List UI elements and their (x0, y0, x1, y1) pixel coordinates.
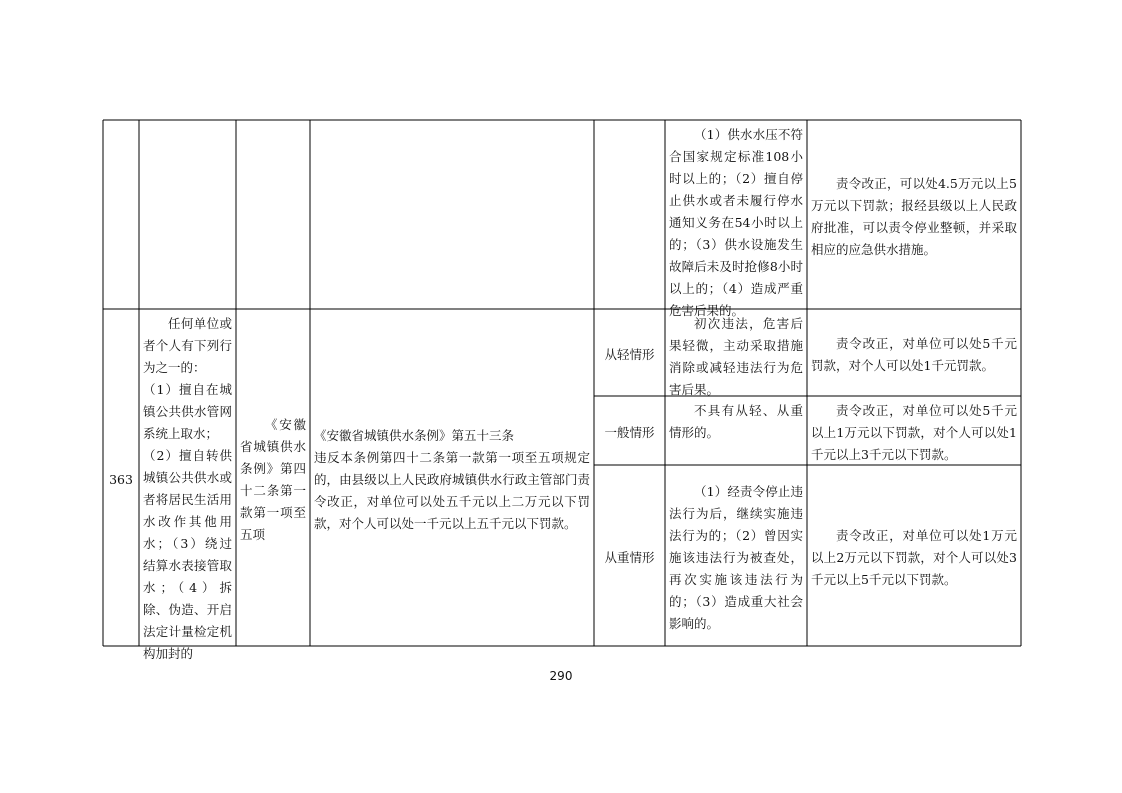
circumstance-conduct-lenient: 初次违法，危害后果轻微，主动采取措施消除或减轻违法行为危害后果。 (669, 316, 803, 397)
circumstance-level-label: 一般情形 (604, 424, 655, 440)
basis-text: 《安徽省城镇供水条例》第四十二条第一款第一项至五项 (240, 416, 306, 542)
circumstance-standard-lenient (807, 310, 1021, 396)
continued-conduct-cell: （1）供水水压不符合国家规定标准108小时以上的；（2）擅自停止供水或者未履行停水通知义务在54小时以上的；（3）供水设施发生故障后未及时抢修8小时以上的；（4）造成严重危害后果的。 (669, 127, 803, 318)
circumstance-standard-text: 责令改正，对单位可以处1万元以上2万元以下罚款，对个人可以处3千元以上5千元以下罚款。 (811, 527, 1017, 587)
circumstance-standard-general (807, 397, 1021, 465)
circumstance-standard-severe (807, 466, 1021, 646)
circumstance-standard-text: 责令改正，对单位可以处5千元以上1万元以下罚款，对个人可以处1千元以上3千元以下罚款。 (811, 402, 1017, 462)
violation-cell: 任何单位或者个人有下列行为之一的： （1）擅自在城镇公共供水管网系统上取水； （2）擅自转供城镇公共供水或者将居民生活用水改作其他用水；（3）绕过结算水表接管取水；（4）拆除、伪造、开启法定计量检定机构加封的 (143, 316, 232, 661)
circumstance-level-severe (594, 466, 665, 646)
circumstance-level-general (594, 397, 665, 465)
circumstance-level-label: 从重情形 (604, 549, 655, 565)
continued-standard-text: 责令改正，可以处4.5万元以上5万元以下罚款；报经县级以上人民政府批准，可以责令停业整顿，并采取相应的应急供水措施。 (811, 175, 1017, 257)
penalty-basis-cell (310, 310, 594, 646)
circumstance-conduct-text: （1）经责令停止违法行为后，继续实施违法行为的；（2）曾因实施该违法行为被查处，再次实施该违法行为的；（3）造成重大社会影响的。 (669, 483, 803, 631)
row-number-cell (103, 310, 139, 646)
continued-standard-cell (807, 121, 1021, 309)
circumstance-level-lenient (594, 310, 665, 396)
basis-cell (236, 310, 310, 646)
circumstance-conduct-severe (665, 466, 807, 646)
page-number: 290 (549, 669, 573, 683)
penalty-basis-text: 《安徽省城镇供水条例》第五十三条 违反本条例第四十二条第一款第一项至五项规定的，由县级以上人民政府城镇供水行政主管部门责令改正，对单位可以处五千元以上二万元以下罚款，对个人可以处一千元以上五千元以下罚款。 (314, 427, 590, 531)
circumstance-conduct-general: 不具有从轻、从重情形的。 (669, 403, 803, 440)
circumstance-standard-text: 责令改正，对单位可以处5千元罚款，对个人可以处1千元罚款。 (811, 335, 1017, 373)
circumstance-level-label: 从轻情形 (604, 346, 655, 362)
row-number: 363 (109, 471, 133, 487)
